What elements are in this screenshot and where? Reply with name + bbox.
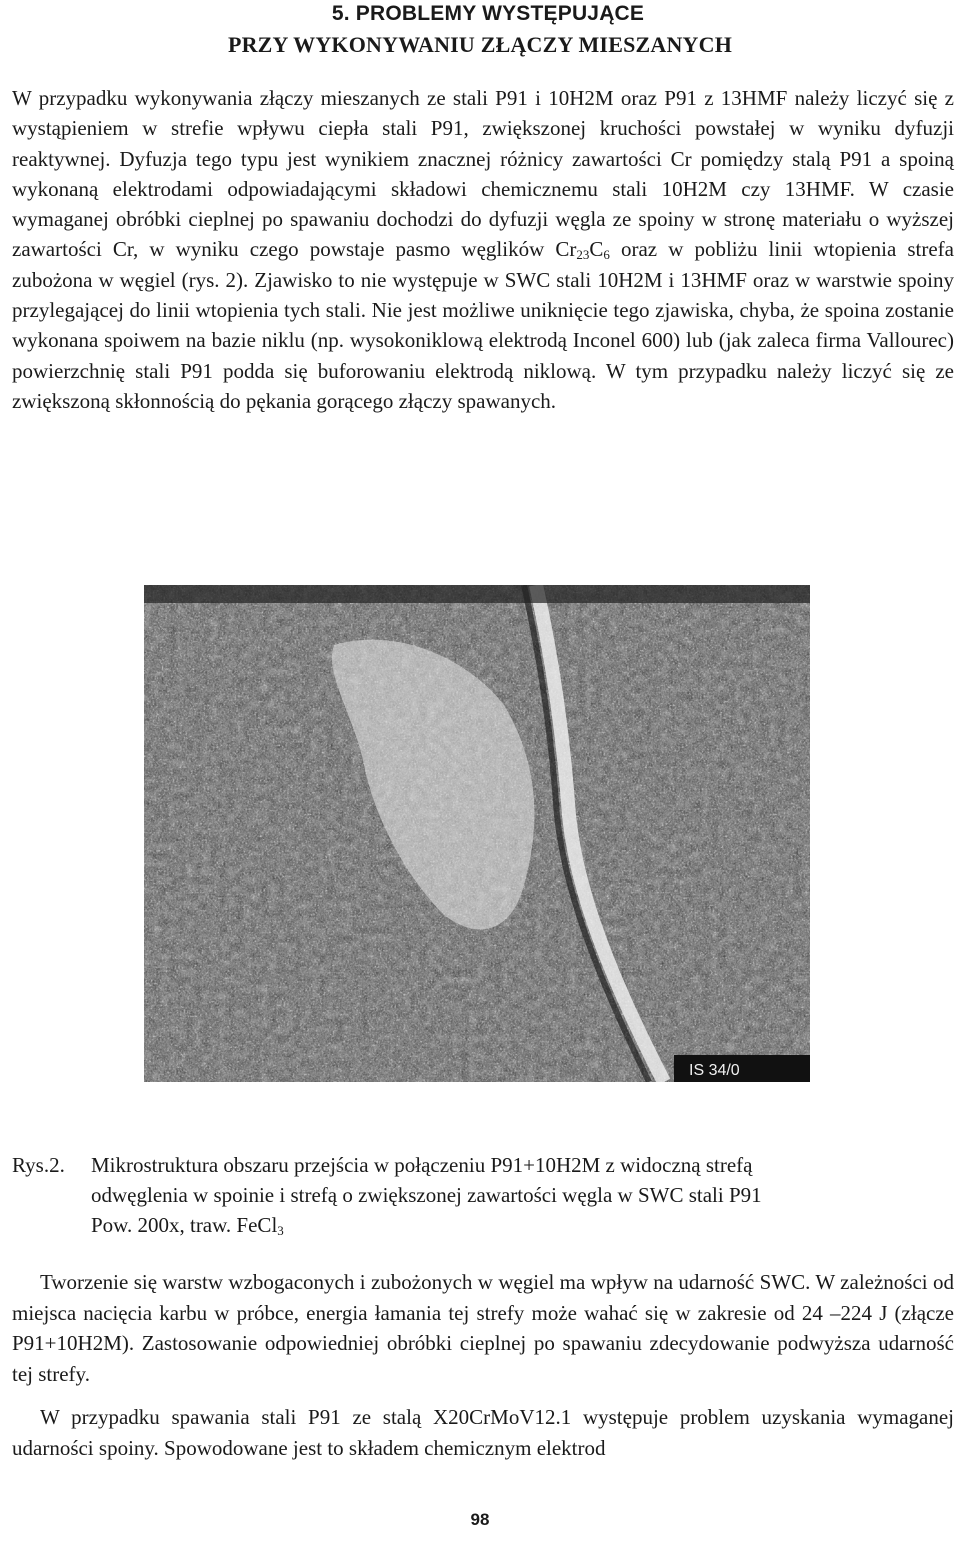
- subscript: 23: [576, 247, 590, 263]
- paragraph-text: W przypadku wykonywania złączy mieszanych ze stali P91 i 10H2M oraz P91 z 13HMF należy liczyć się z wystąpieniem w strefie wpływu ciepła stali P91, zwiększonej kruchości powstałej w wyniku dyfuzji reaktywnej. Dyfuzja tego typu jest wynikiem znacznej różnicy zawartości Cr pomiędzy stalą P91 a spoiną wykonaną elektrodami odpowiadającymi składowi chemicznemu stali 10H2M czy 13HMF. W czasie wymaganej obróbki cieplnej po spawaniu dochodzi do dyfuzji węgla ze spoiny w stronę materiału o wyższej zawartości Cr, w wyniku czego powstaje pasmo węglików Cr: [12, 86, 954, 262]
- paragraph-impact: Tworzenie się warstw wzbogaconych i zubożonych w węgiel ma wpływ na udarność SWC. W zależności od miejsca nacięcia karbu w próbce, energia łamania tej strefy może wahać się w zakresie od 24 –224 J (złącze P91+10H2M). Zastosowanie odpowiedniej obróbki cieplnej po spawaniu zdecydowanie podwyższa udarność tej strefy.: [12, 1270, 954, 1386]
- figure-caption: [12, 1150, 954, 1240]
- figure-label: Rys.2.: [12, 1153, 65, 1177]
- caption-line-magnification: [12, 1210, 954, 1240]
- paragraph-diffusion: [12, 83, 954, 416]
- formula-text: C: [589, 237, 604, 262]
- section-title-line2: PRZY WYKONYWANIU ZŁĄCZY MIESZANYCH: [227, 32, 733, 57]
- caption-text: Pow. 200x, traw. FeCl: [91, 1213, 278, 1237]
- image-mark: IS 34/0: [689, 1062, 740, 1079]
- micrograph-image: [144, 585, 810, 1082]
- caption-line: Mikrostruktura obszaru przejścia w połączeniu P91+10H2M z widoczną strefą: [91, 1153, 753, 1177]
- paragraph-text: oraz w pobliżu linii wtopienia strefa zubożona w węgiel (rys. 2). Zjawisko to nie występuje w SWC stali 10H2M i 13HMF oraz w warstwie spoiny przylegającej do linii wtopienia tych stali. Nie jest możliwe uniknięcie tego zjawiska, chyba, że spoina zostanie wykonana spoiwem na bazie niklu (np. wysokoniklową elektrodą Inconel 600) lub (jak zaleca firma Vallourec) powierzchnię stali P91 poddа się buforowaniu elektrodą niklową. W tym przypadku należy liczyć się ze zwiększoną skłonnością do pękania gorącego złączy spawanych.: [12, 237, 954, 413]
- page-number: 98: [470, 1510, 490, 1529]
- caption-line: odwęglenia w spoinie i strefą o zwiększonej zawartości węgla w SWC stali P91: [91, 1183, 762, 1207]
- subscript: 6: [603, 247, 610, 263]
- section-title-line1: 5. PROBLEMY WYSTĘPUJĄCE: [331, 2, 645, 25]
- subscript: 3: [277, 1223, 284, 1238]
- paragraph-x20: W przypadku spawania stali P91 ze stalą X20CrMoV12.1 występuje problem uzyskania wymaganej udarności spoiny. Spowodowane jest to składem chemicznym elektrod: [12, 1405, 954, 1460]
